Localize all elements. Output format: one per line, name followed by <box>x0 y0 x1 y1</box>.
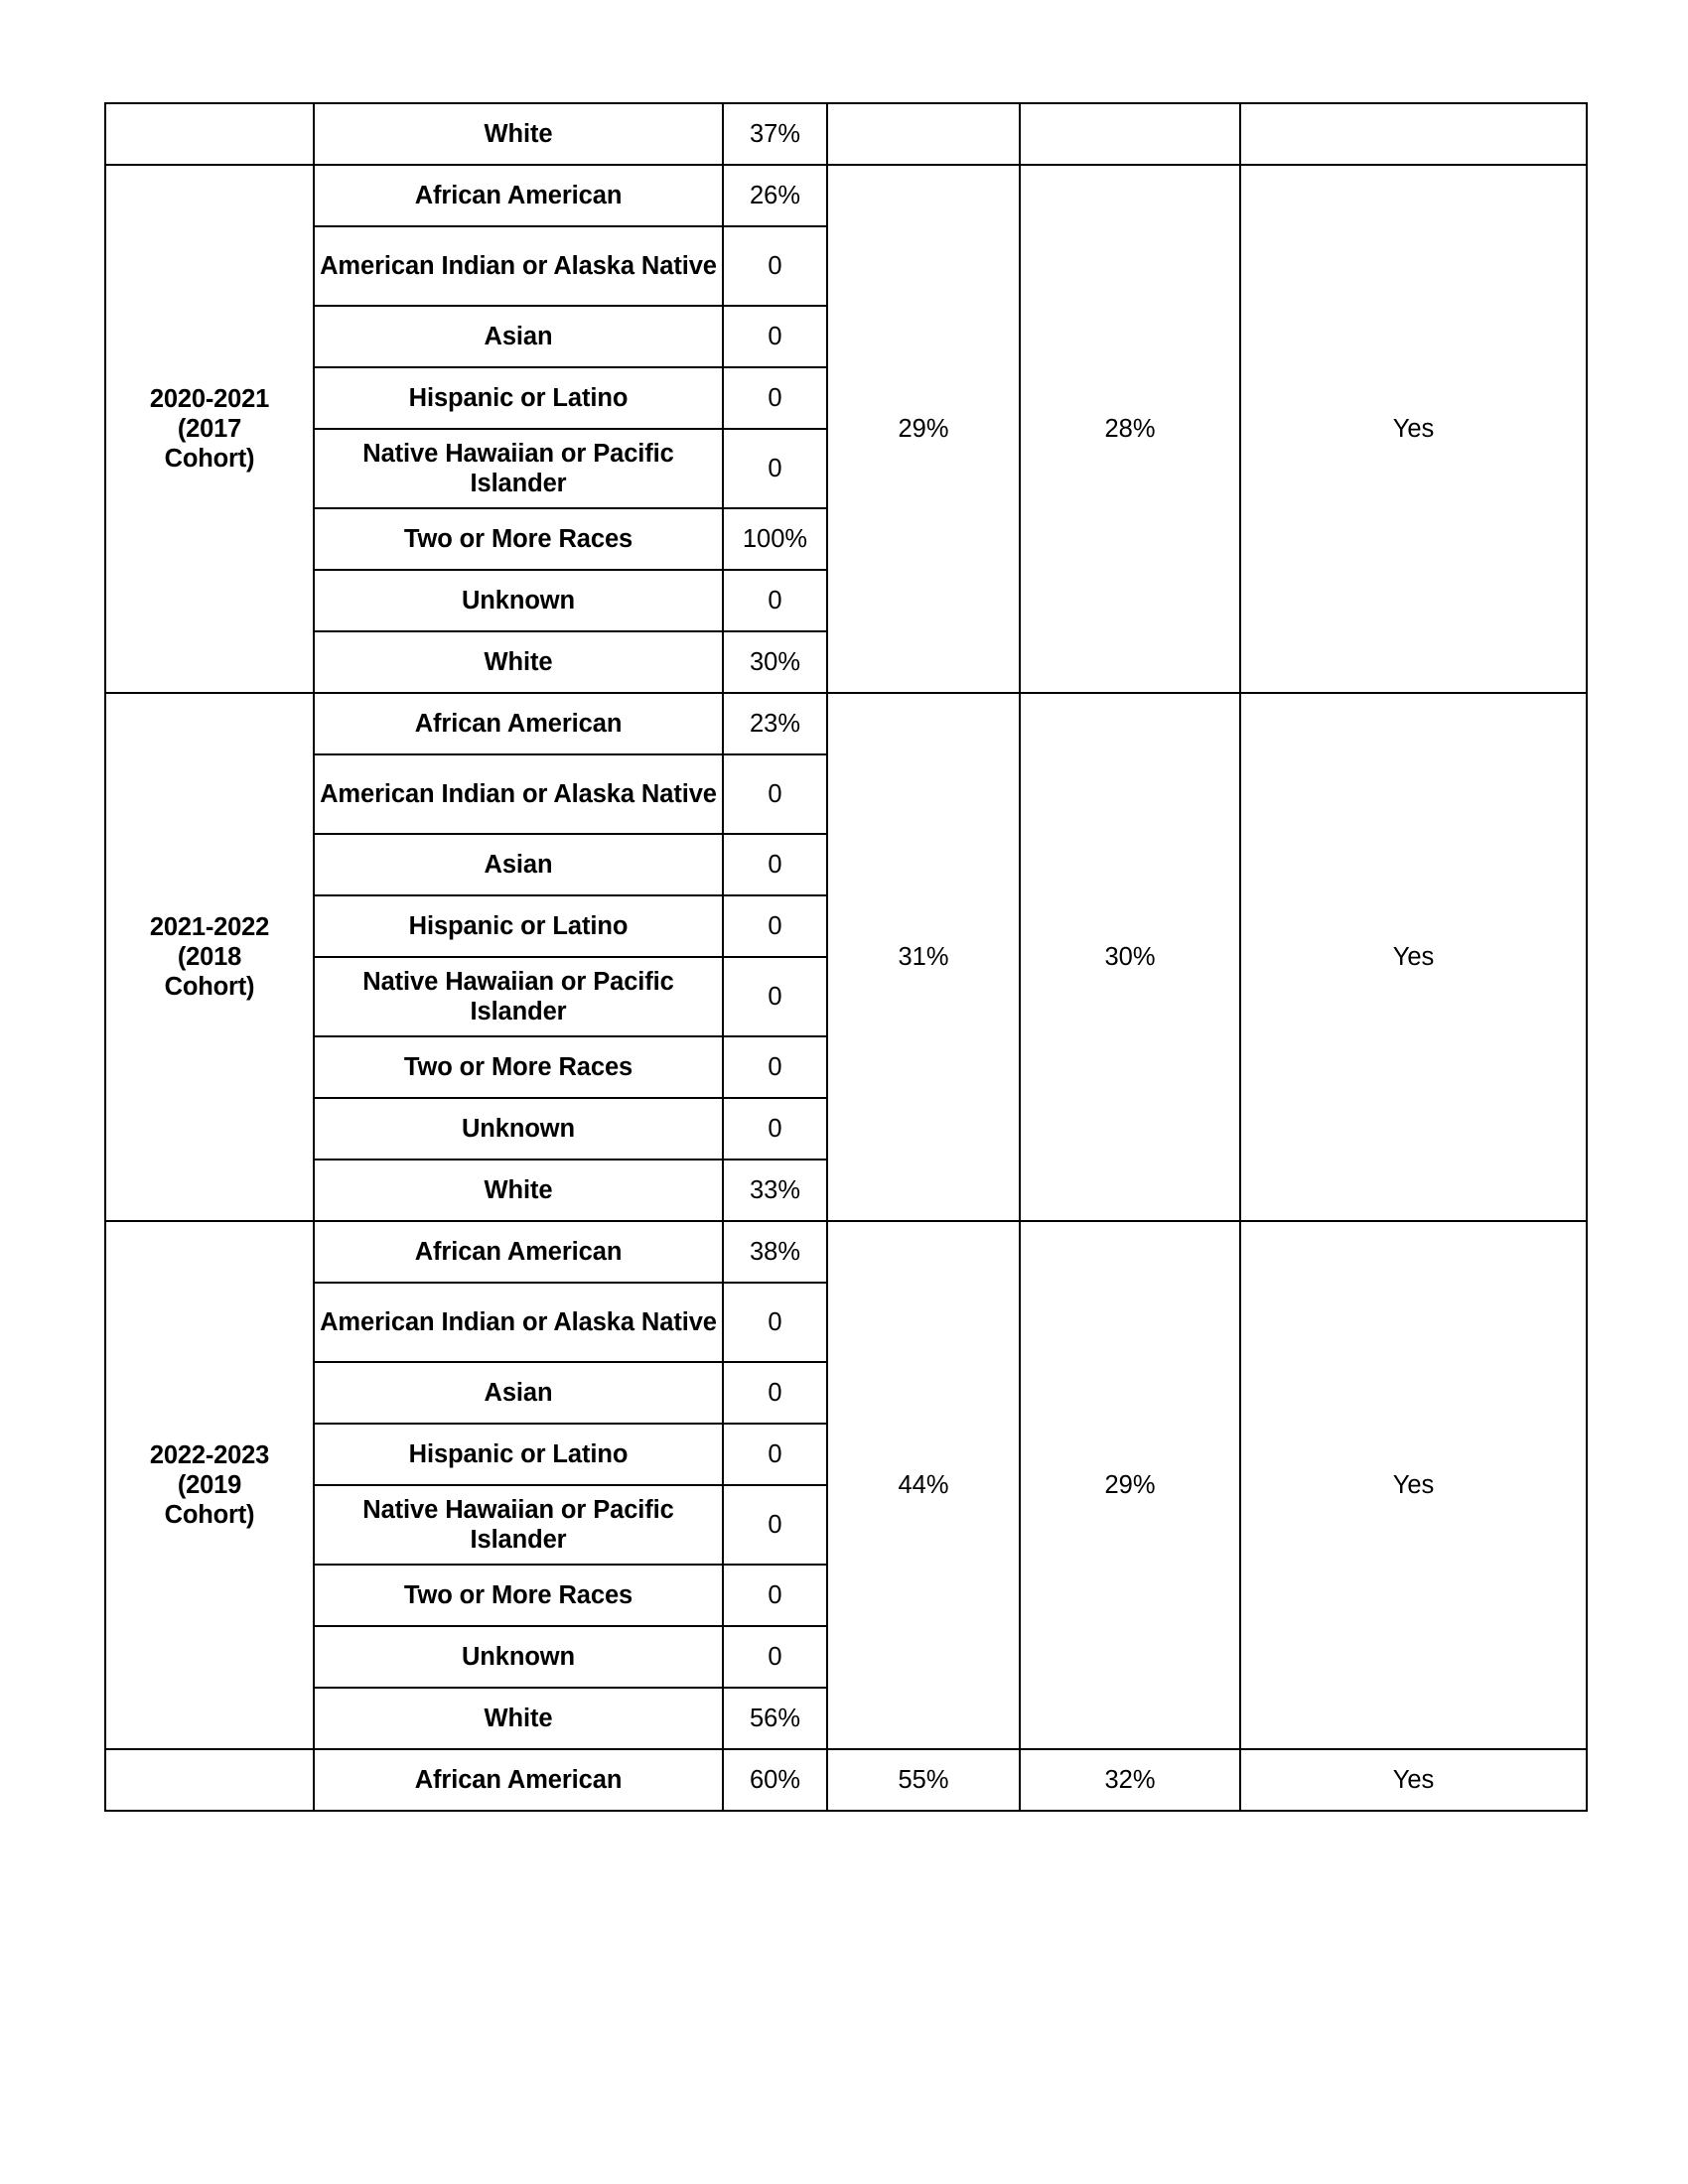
student-group-cell: White <box>314 1160 723 1221</box>
student-group-cell: Unknown <box>314 1098 723 1160</box>
student-group-cell: White <box>314 631 723 693</box>
benchmark-rate-cell: 32% <box>1020 1749 1240 1811</box>
benchmark-met-cell <box>1240 103 1587 165</box>
group-rate-cell: 0 <box>723 1626 827 1688</box>
group-rate-cell: 56% <box>723 1688 827 1749</box>
student-group-cell: Two or More Races <box>314 1036 723 1098</box>
year-cohort-line: 2022-2023 <box>149 1440 270 1469</box>
student-group-cell: African American <box>314 693 723 754</box>
student-group-cell: White <box>314 1688 723 1749</box>
group-rate-cell: 0 <box>723 1036 827 1098</box>
year-cohort-cell <box>105 165 314 693</box>
student-group-cell: Hispanic or Latino <box>314 895 723 957</box>
table-row <box>105 165 1587 226</box>
year-cohort-cell <box>105 1221 314 1749</box>
overall-rate-cell: 31% <box>827 693 1020 1221</box>
student-group-cell: African American <box>314 165 723 226</box>
benchmark-met-cell: Yes <box>1240 1221 1587 1749</box>
benchmark-met-cell: Yes <box>1240 693 1587 1221</box>
year-cohort-line: 2020-2021 <box>149 384 270 413</box>
year-cohort-line: Cohort) <box>164 1501 255 1530</box>
student-group-cell: Asian <box>314 1362 723 1424</box>
student-group-cell: American Indian or Alaska Native <box>314 226 723 306</box>
year-cohort-line: (2019 <box>177 1470 242 1499</box>
student-group-cell: African American <box>314 1749 723 1811</box>
student-group-cell: Unknown <box>314 570 723 631</box>
year-cohort-line: Cohort) <box>164 445 255 474</box>
group-rate-cell: 37% <box>723 103 827 165</box>
student-group-cell: Hispanic or Latino <box>314 367 723 429</box>
year-cohort-cell <box>105 1749 314 1811</box>
group-rate-cell: 26% <box>723 165 827 226</box>
student-group-cell: Two or More Races <box>314 1565 723 1626</box>
group-rate-cell: 0 <box>723 1485 827 1565</box>
group-rate-cell: 0 <box>723 957 827 1036</box>
student-group-cell: Asian <box>314 834 723 895</box>
student-group-cell: Unknown <box>314 1626 723 1688</box>
group-rate-cell: 0 <box>723 1424 827 1485</box>
group-rate-cell: 0 <box>723 1283 827 1362</box>
student-group-cell: Native Hawaiian or Pacific Islander <box>314 957 723 1036</box>
group-rate-cell: 0 <box>723 754 827 834</box>
group-rate-cell: 0 <box>723 367 827 429</box>
year-cohort-line: Cohort) <box>164 973 255 1002</box>
student-group-cell: Native Hawaiian or Pacific Islander <box>314 429 723 508</box>
student-group-cell: White <box>314 103 723 165</box>
year-cohort-line: (2018 <box>177 942 242 971</box>
group-rate-cell: 33% <box>723 1160 827 1221</box>
year-cohort-line: 2021-2022 <box>149 912 270 941</box>
group-rate-cell: 0 <box>723 1362 827 1424</box>
student-group-cell: African American <box>314 1221 723 1283</box>
table-row <box>105 1221 1587 1283</box>
group-rate-cell: 0 <box>723 834 827 895</box>
student-group-cell: American Indian or Alaska Native <box>314 1283 723 1362</box>
year-cohort-cell <box>105 693 314 1221</box>
group-rate-cell: 0 <box>723 226 827 306</box>
table-container <box>104 102 1586 1812</box>
group-rate-cell: 0 <box>723 895 827 957</box>
overall-rate-cell: 29% <box>827 165 1020 693</box>
group-rate-cell: 38% <box>723 1221 827 1283</box>
table-body <box>105 103 1587 1811</box>
overall-rate-cell <box>827 103 1020 165</box>
benchmark-rate-cell: 30% <box>1020 693 1240 1221</box>
group-rate-cell: 0 <box>723 1565 827 1626</box>
group-rate-cell: 23% <box>723 693 827 754</box>
year-cohort-line: (2017 <box>177 414 242 443</box>
overall-rate-cell: 55% <box>827 1749 1020 1811</box>
group-rate-cell: 30% <box>723 631 827 693</box>
student-group-cell: Native Hawaiian or Pacific Islander <box>314 1485 723 1565</box>
table-row <box>105 103 1587 165</box>
student-group-cell: Asian <box>314 306 723 367</box>
group-rate-cell: 0 <box>723 306 827 367</box>
student-group-cell: Hispanic or Latino <box>314 1424 723 1485</box>
overall-rate-cell: 44% <box>827 1221 1020 1749</box>
group-rate-cell: 0 <box>723 570 827 631</box>
cohort-outcomes-table <box>104 102 1588 1812</box>
student-group-cell: American Indian or Alaska Native <box>314 754 723 834</box>
group-rate-cell: 100% <box>723 508 827 570</box>
year-cohort-cell <box>105 103 314 165</box>
group-rate-cell: 0 <box>723 429 827 508</box>
group-rate-cell: 60% <box>723 1749 827 1811</box>
benchmark-rate-cell: 28% <box>1020 165 1240 693</box>
group-rate-cell: 0 <box>723 1098 827 1160</box>
benchmark-rate-cell: 29% <box>1020 1221 1240 1749</box>
student-group-cell: Two or More Races <box>314 508 723 570</box>
benchmark-met-cell: Yes <box>1240 1749 1587 1811</box>
benchmark-met-cell: Yes <box>1240 165 1587 693</box>
table-row <box>105 693 1587 754</box>
benchmark-rate-cell <box>1020 103 1240 165</box>
table-row <box>105 1749 1587 1811</box>
